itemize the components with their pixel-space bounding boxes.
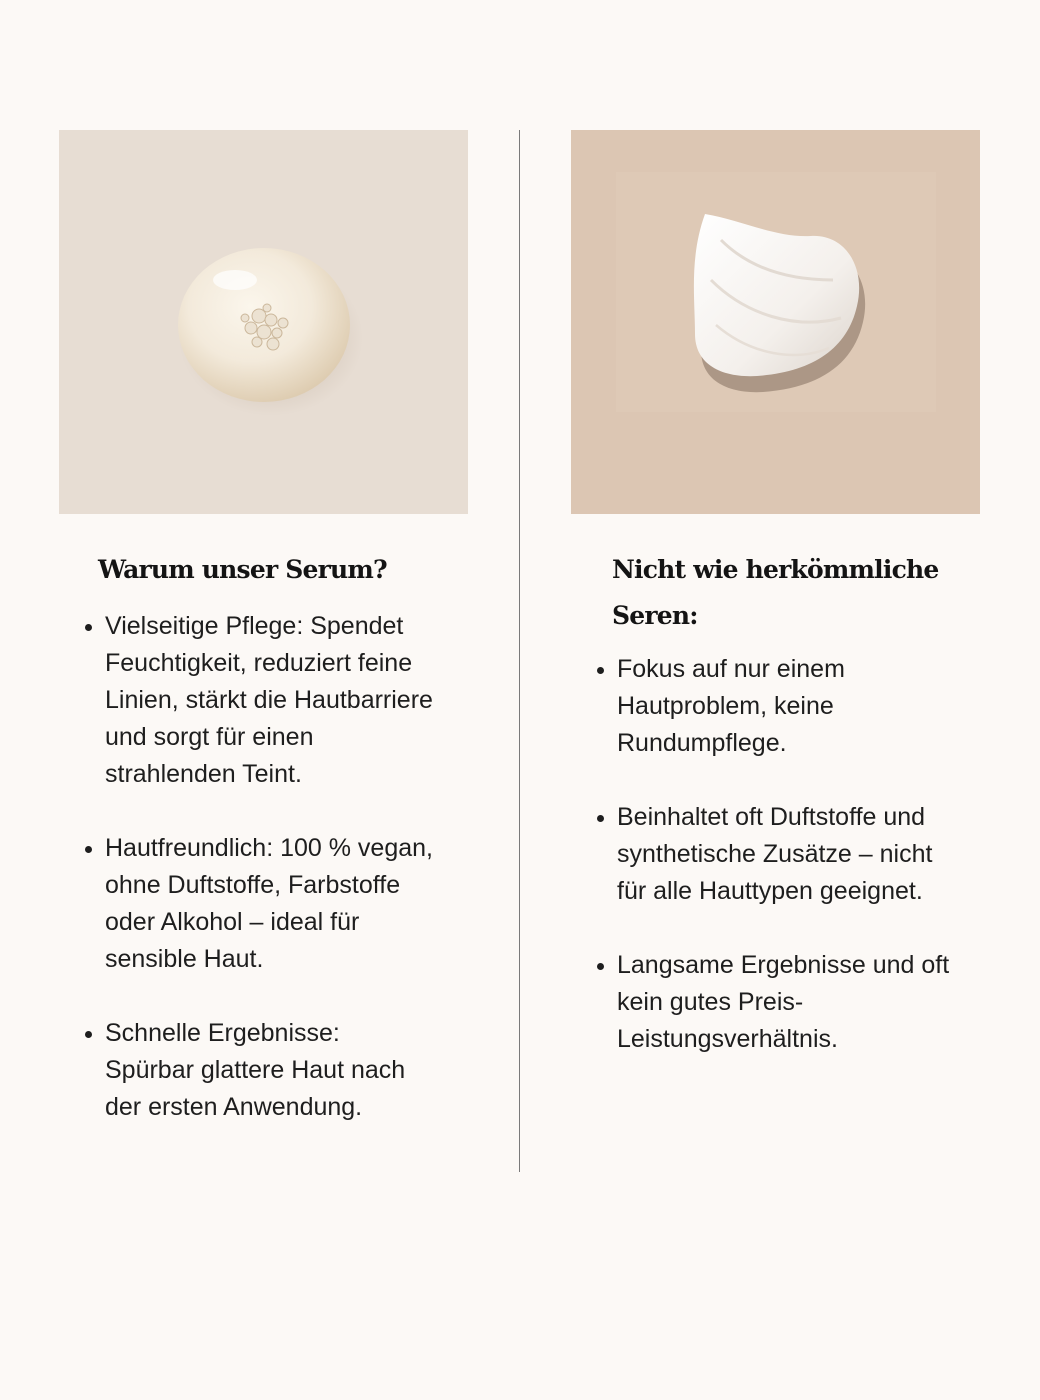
list-item: Langsame Ergebnisse und oft kein gutes Preis-Leistungsverhältnis. [597,947,967,1058]
conventional-serums-drawbacks-list [597,651,987,1095]
conventional-serums-heading: Nicht wie herkömmliche Seren: [612,555,939,630]
our-serum-column [59,130,468,1121]
serum-drop-image [59,130,468,514]
serum-drop-illustration [59,130,468,514]
list-item: Beinhaltet oft Duftstoffe und synthetische Zusätze – nicht für alle Hauttypen geeignet. [597,799,967,910]
cream-swatch-image [571,130,980,514]
our-serum-heading: Warum unser Serum? [98,555,387,584]
list-item: Fokus auf nur einem Hautproblem, keine Rundumpflege. [597,651,967,762]
cream-swatch-illustration [571,130,980,514]
list-item: Vielseitige Pflege: Spendet Feuchtigkeit, reduziert feine Linien, stärkt die Hautbarriere und sorgt für einen strahlenden Teint. [85,608,435,793]
column-divider [519,130,520,1172]
our-serum-benefits-list [85,608,475,1163]
list-item: Hautfreundlich: 100 % vegan, ohne Duftstoffe, Farbstoffe oder Alkohol – ideal für sensible Haut. [85,830,435,978]
list-item: Schnelle Ergebnisse: Spürbar glattere Haut nach der ersten Anwendung. [85,1015,435,1126]
conventional-serums-column [571,130,980,1053]
